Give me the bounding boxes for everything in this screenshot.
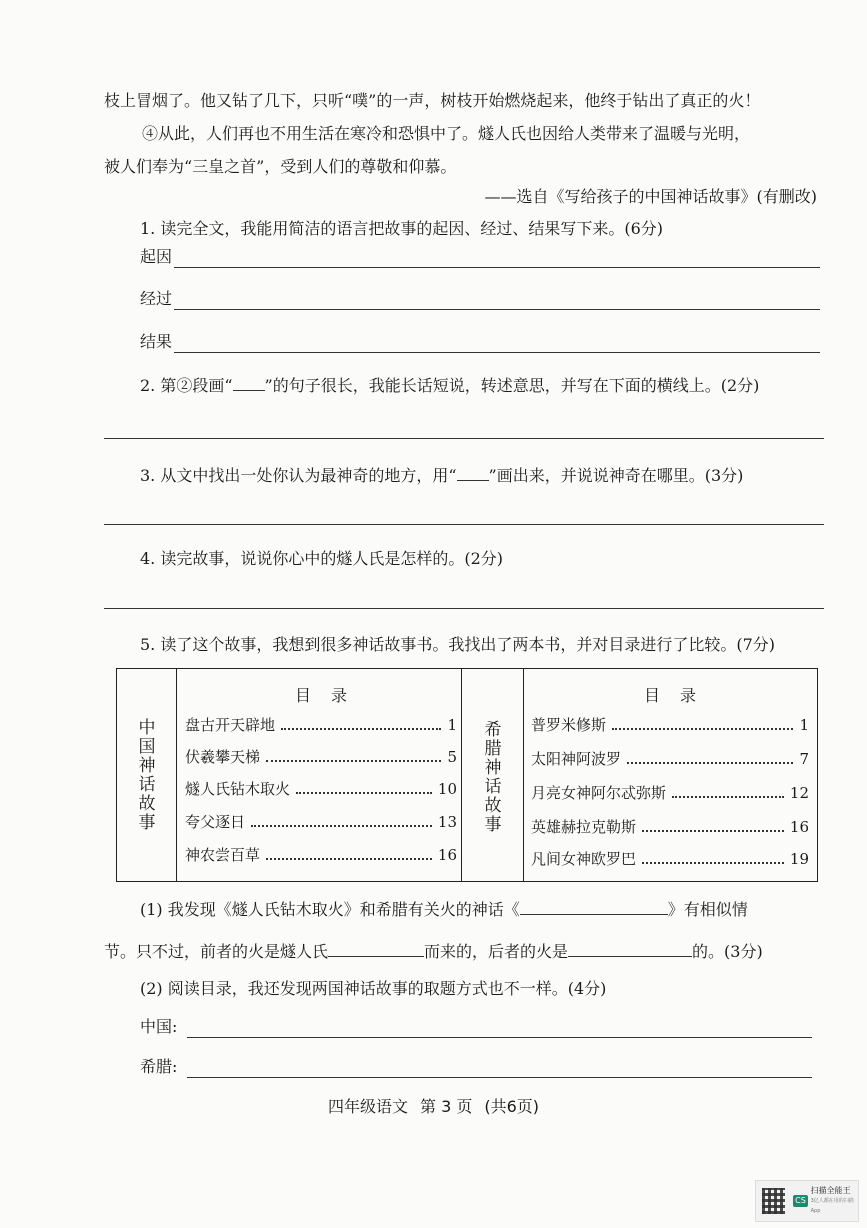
question-5-2: (2) 阅读目录，我还发现两国神话故事的取题方式也不一样。(4分)	[140, 979, 607, 998]
question-5-1-line-a: (1) 我发现《燧人氏钻木取火》和希腊有关火的神话《 》有相似情	[140, 900, 748, 919]
blank-fire-origin-greece[interactable]	[568, 940, 692, 957]
answer-greece-row	[140, 1056, 812, 1078]
blank-myth-title[interactable]	[520, 898, 668, 915]
question-5: 5. 读了这个故事，我想到很多神话故事书。我找出了两本书，并对目录进行了比较。(7分)	[140, 635, 776, 654]
question-3: 3. 从文中找出一处你认为最神奇的地方，用“ ”画出来，并说说神奇在哪里。(3分)	[140, 466, 744, 485]
china-toc-item: 神农尝百草 16	[185, 846, 457, 864]
toc-comparison-table	[116, 668, 818, 882]
greece-toc-item: 月亮女神阿尔忒弥斯 12	[531, 784, 809, 802]
passage-line-1: 枝上冒烟了。他又钻了几下，只听“噗”的一声，树枝开始燃烧起来，他终于钻出了真正的火！	[104, 91, 761, 110]
china-toc-item: 伏羲攀天梯 5	[185, 748, 457, 766]
passage-line-3: 被人们奉为“三皇之首”，受到人们的尊敬和仰慕。	[104, 157, 457, 176]
question-1: 1. 读完全文，我能用简洁的语言把故事的起因、经过、结果写下来。(6分)	[140, 219, 664, 238]
answer-line-q3[interactable]	[104, 524, 824, 525]
greece-toc-item: 普罗米修斯 1	[531, 716, 809, 734]
underline-sample	[457, 464, 489, 481]
china-toc-item: 夸父逐日 13	[185, 813, 457, 831]
china-toc-item: 燧人氏钻木取火 10	[185, 780, 457, 798]
passage-line-2: ④从此，人们再也不用生活在寒冷和恐惧中了。燧人氏也因给人类带来了温暖与光明，	[142, 124, 751, 143]
underline-sample	[233, 374, 265, 391]
camscanner-logo-icon: CS	[795, 1196, 806, 1205]
question-2: 2. 第②段画“ ”的句子很长，我能长话短说，转述意思，并写在下面的横线上。(2分)	[140, 376, 760, 395]
greece-toc-item: 太阳神阿波罗 7	[531, 750, 809, 768]
label-china: 中国:	[140, 1017, 178, 1036]
scanner-watermark: CS 扫描全能王 3亿人都在用的扫描App	[755, 1180, 859, 1222]
answer-china-line[interactable]	[187, 1019, 812, 1038]
china-vertical-label: 中 国 神 话 故 事	[138, 718, 156, 833]
answer-process-row	[140, 288, 820, 310]
answer-line-q2[interactable]	[104, 438, 824, 439]
answer-result-row	[140, 331, 820, 353]
label-cause: 起因	[140, 247, 173, 266]
answer-line-q4[interactable]	[104, 608, 824, 609]
answer-result-line[interactable]	[174, 334, 820, 353]
qr-code-icon	[762, 1188, 785, 1214]
label-result: 结果	[140, 332, 173, 351]
china-toc-item: 盘古开天辟地 1	[185, 716, 457, 734]
label-process: 经过	[140, 289, 173, 308]
passage-source: ——选自《写给孩子的中国神话故事》(有删改)	[484, 187, 817, 206]
answer-process-line[interactable]	[174, 291, 820, 310]
question-4: 4. 读完故事，说说你心中的燧人氏是怎样的。(2分)	[140, 549, 504, 568]
greece-toc-item: 凡间女神欧罗巴 19	[531, 850, 809, 868]
china-toc-heading: 目录	[295, 686, 368, 705]
page-footer: 四年级语文 第 3 页 (共6页)	[327, 1097, 540, 1116]
blank-fire-origin-china[interactable]	[328, 940, 424, 957]
answer-greece-line[interactable]	[187, 1059, 812, 1078]
answer-china-row	[140, 1016, 812, 1038]
greece-toc-item: 英雄赫拉克勒斯 16	[531, 818, 809, 836]
answer-cause-row	[140, 246, 820, 268]
greece-toc-heading: 目录	[644, 686, 717, 705]
answer-cause-line[interactable]	[174, 249, 820, 268]
question-5-1-line-b: 节。只不过，前者的火是燧人氏 而来的，后者的火是 的。(3分)	[104, 942, 763, 961]
label-greece: 希腊:	[140, 1057, 178, 1076]
greece-vertical-label: 希 腊 神 话 故 事	[484, 720, 502, 835]
